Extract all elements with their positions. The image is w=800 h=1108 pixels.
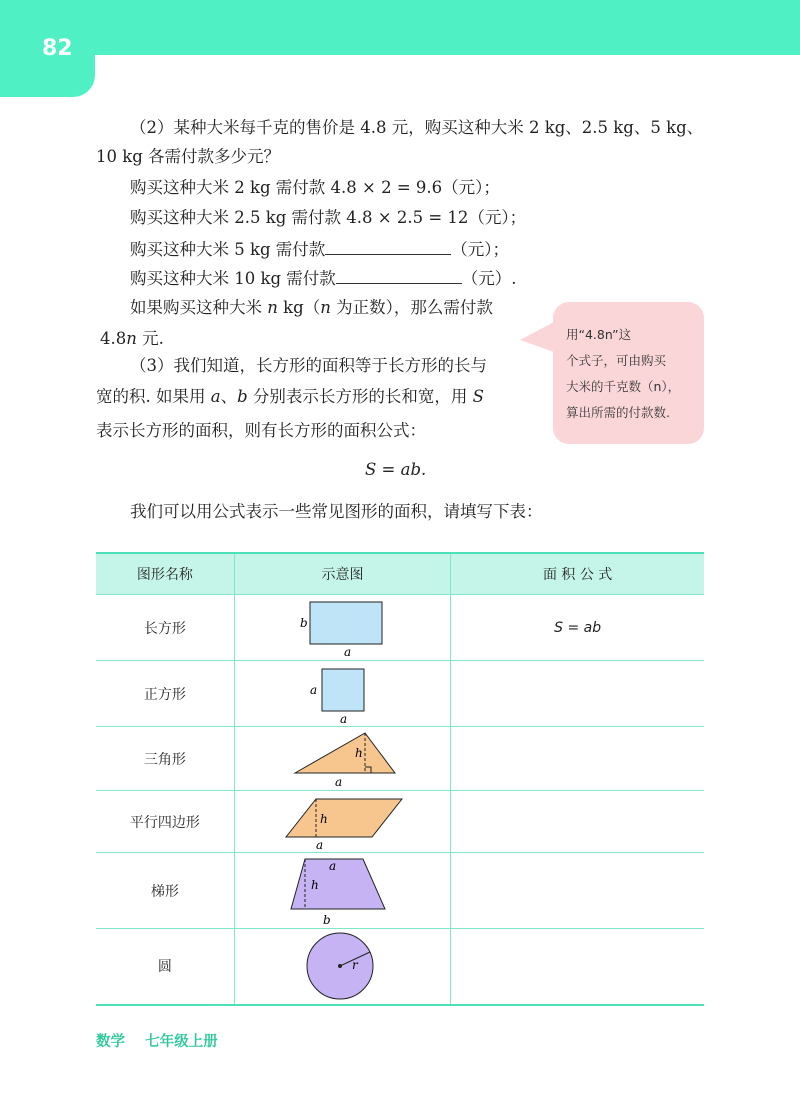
var-n: n — [267, 298, 278, 317]
figure-label: a — [309, 682, 317, 697]
question-3-line-3: 表示长方形的面积，则有长方形的面积公式： — [96, 421, 426, 440]
table-row — [96, 661, 704, 727]
figure-label: r — [351, 958, 358, 973]
table-row — [96, 595, 704, 661]
figure-label: b — [322, 912, 331, 927]
var-s: S — [472, 387, 484, 406]
area-formula-cell[interactable] — [451, 791, 704, 853]
note-text — [566, 322, 698, 426]
calc-5kg-text: 购买这种大米 5 kg 需付款 — [130, 240, 326, 259]
answer-blank-10kg[interactable] — [336, 265, 462, 284]
area-formula-cell[interactable] — [451, 929, 704, 1005]
table-row — [96, 791, 704, 853]
parallelogram-figure — [278, 793, 408, 851]
area-formula-cell[interactable] — [451, 727, 704, 791]
n-kg-line-1 — [130, 296, 493, 320]
calc-5kg — [130, 236, 509, 262]
figure-label: a — [334, 774, 342, 789]
rectangle-figure — [288, 598, 398, 658]
n-line1-text-b: kg（ — [277, 298, 321, 317]
note-line-2: 个式子，可由购买 — [566, 353, 667, 368]
figure-label: a — [328, 858, 336, 873]
area-formula-cell[interactable] — [451, 661, 704, 727]
square-figure-cell — [234, 661, 450, 727]
area-formula — [365, 460, 426, 479]
header-area-formula: 面 积 公 式 — [451, 553, 704, 595]
calc-5kg-unit: （元）； — [451, 240, 510, 259]
shapes-table — [96, 552, 704, 1006]
shape-name: 三角形 — [96, 727, 234, 791]
q3-text-b: 分别表示长方形的长和宽，用 — [247, 387, 473, 406]
calc-10kg — [130, 265, 517, 291]
question-3-line-1: （3）我们知道，长方形的面积等于长方形的长与 — [130, 356, 487, 375]
n-kg-line-2 — [100, 327, 164, 351]
shape-name: 长方形 — [96, 595, 234, 661]
header-band — [0, 0, 800, 55]
circle-figure-cell — [234, 929, 450, 1005]
var-a: a — [210, 387, 221, 406]
question-2-line-1: （2）某种大米每千克的售价是 4.8 元，购买这种大米 2 kg、2.5 kg、5 kg、 — [130, 118, 704, 137]
table-row — [96, 727, 704, 791]
shape-name: 梯形 — [96, 853, 234, 929]
figure-label: b — [299, 615, 308, 630]
figure-label: a — [339, 711, 347, 725]
figure-label: h — [354, 745, 363, 760]
table-row — [96, 929, 704, 1005]
triangle-figure — [283, 729, 403, 789]
figure-label: a — [343, 644, 351, 658]
footer-book-title: 数学 七年级上册 — [96, 1034, 218, 1050]
note-line-4: 算出所需的付款数. — [566, 405, 670, 420]
n-line2-text-a: 4.8 — [100, 329, 127, 348]
table-header-row — [96, 553, 704, 595]
note-line-3: 大米的千克数（n）， — [566, 379, 681, 394]
note-tail — [518, 318, 558, 358]
calc-2-5kg: 购买这种大米 2.5 kg 需付款 4.8 × 2.5 = 12（元）； — [130, 208, 527, 227]
page-number: 82 — [42, 36, 73, 61]
shape-name: 正方形 — [96, 661, 234, 727]
n-line2-text-b: 元. — [136, 329, 164, 348]
question-3-line-2 — [96, 385, 484, 409]
area-formula-cell[interactable] — [451, 853, 704, 929]
square-figure — [288, 663, 398, 725]
calc-2kg: 购买这种大米 2 kg 需付款 4.8 × 2 = 9.6（元）； — [130, 178, 500, 197]
circle-figure — [298, 930, 388, 1002]
answer-blank-5kg[interactable] — [325, 236, 451, 255]
q3-sep: 、 — [220, 387, 238, 406]
shape-name: 圆 — [96, 929, 234, 1005]
figure-label: h — [319, 811, 328, 826]
calc-10kg-text: 购买这种大米 10 kg 需付款 — [130, 269, 336, 288]
area-formula-cell[interactable] — [451, 595, 704, 661]
trapezoid-figure — [283, 855, 403, 927]
var-b: b — [237, 387, 248, 406]
parallelogram-figure-cell — [234, 791, 450, 853]
var-n: n — [320, 298, 331, 317]
trapezoid-figure-cell — [234, 853, 450, 929]
rectangle-figure-cell — [234, 595, 450, 661]
n-line1-text-c: 为正数），那么需付款 — [330, 298, 493, 317]
table-intro: 我们可以用公式表示一些常见图形的面积，请填写下表： — [130, 502, 543, 521]
note-line-1: 用“4.8n”这 — [566, 327, 632, 342]
var-n: n — [126, 329, 137, 348]
area-formula-value: S = ab — [554, 619, 602, 636]
n-line1-text-a: 如果购买这种大米 — [130, 298, 268, 317]
shape-name: 平行四边形 — [96, 791, 234, 853]
header-shape-name: 图形名称 — [96, 553, 234, 595]
calc-10kg-unit: （元）. — [461, 269, 517, 288]
q3-text-a: 宽的积. 如果用 — [96, 387, 211, 406]
triangle-figure-cell — [234, 727, 450, 791]
area-formula-text: S = ab. — [365, 460, 427, 479]
figure-label: h — [310, 877, 319, 892]
figure-label: a — [315, 837, 323, 851]
header-diagram: 示意图 — [234, 553, 450, 595]
question-2-line-2: 10 kg 各需付款多少元？ — [96, 147, 281, 166]
table-row — [96, 853, 704, 929]
